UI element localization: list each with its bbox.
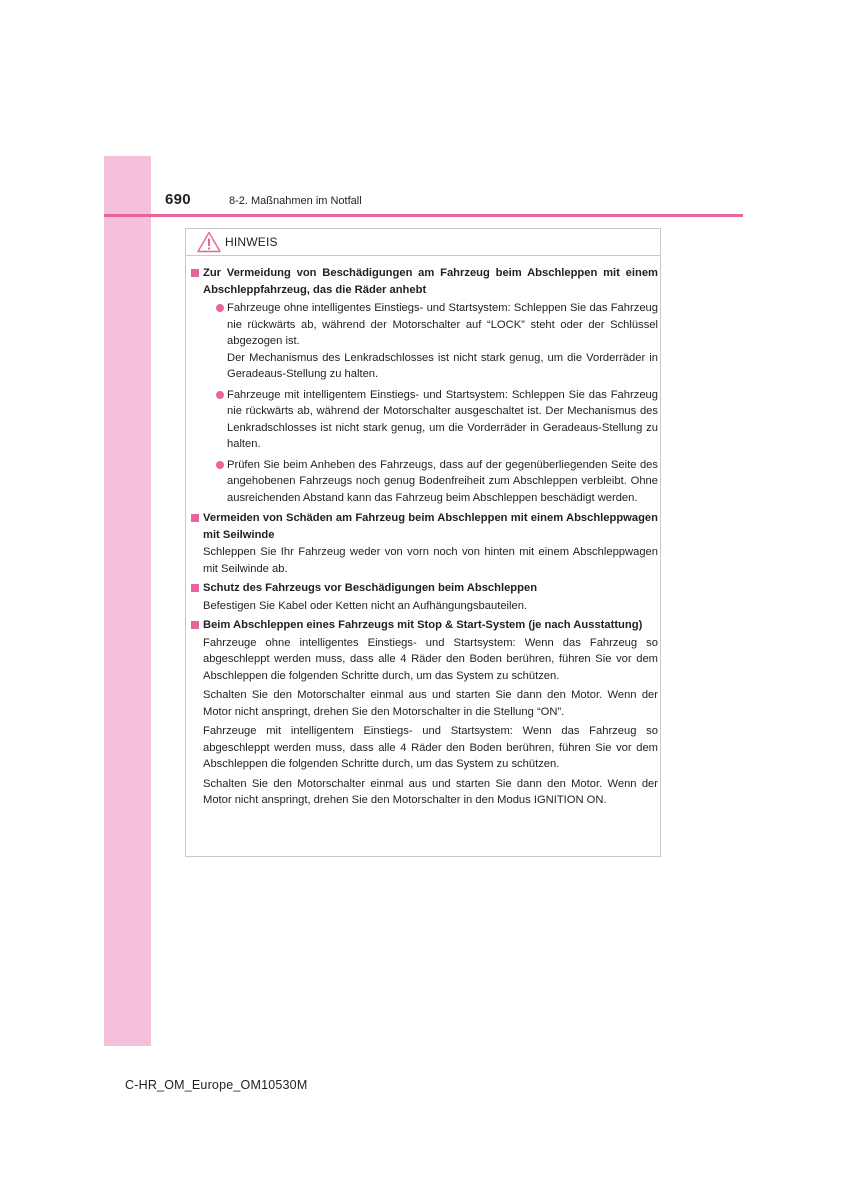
item-paragraph: Schleppen Sie Ihr Fahrzeug weder von vorn noch von hinten mit einem Abschleppwagen mit Seilwinde ab.: [203, 546, 658, 575]
bullet-item: [203, 387, 658, 453]
bullet-item: [203, 457, 658, 507]
item-heading: Beim Abschleppen eines Fahrzeugs mit Stop & Start-System (je nach Ausstattung): [203, 619, 643, 631]
notice-item: [189, 580, 658, 614]
item-paragraph: Befestigen Sie Kabel oder Ketten nicht an Aufhängungsbauteilen.: [203, 599, 528, 612]
chapter-side-strip: [104, 156, 151, 1046]
notice-box: [185, 228, 661, 857]
circle-bullet-icon: [216, 304, 224, 312]
page-number: 690: [165, 191, 191, 208]
notice-content: [189, 265, 658, 812]
circle-bullet-icon: [216, 461, 224, 469]
bullet-item: [203, 300, 658, 383]
warning-triangle-icon: [197, 231, 221, 253]
bullet-paragraph: Fahrzeuge ohne intelligentes Einstiegs- und Startsystem: Schleppen Sie das Fahrzeug nie rückwärts ab, während der Motorschalter auf “LOCK” steht oder der Schlüssel abgezogen ist.: [227, 302, 658, 347]
item-heading: Schutz des Fahrzeugs vor Beschädigungen beim Abschleppen: [203, 582, 538, 594]
item-paragraph: Schalten Sie den Motorschalter einmal aus und starten Sie dann den Motor. Wenn der Motor nicht anspringt, drehen Sie den Motorschalter in den Modus IGNITION ON.: [203, 777, 658, 806]
document-code: C-HR_OM_Europe_OM10530M: [125, 1078, 308, 1092]
notice-item: [189, 510, 658, 577]
notice-item: [189, 617, 658, 809]
bullet-paragraph: Fahrzeuge mit intelligentem Einstiegs- und Startsystem: Schleppen Sie das Fahrzeug nie rückwärts ab, während der Motorschalter ausgeschaltet ist. Der Mechanismus des Lenkradschlosses ist nicht stark genug, um die Vorderräder in Geradeaus-Stellung zu halten.: [227, 388, 658, 450]
item-heading: Zur Vermeidung von Beschädigungen am Fahrzeug beim Abschleppen mit einem Abschleppfahrzeug, das die Räder anhebt: [203, 267, 658, 296]
item-heading: Vermeiden von Schäden am Fahrzeug beim Abschleppen mit einem Abschleppwagen mit Seilwinde: [203, 512, 658, 541]
square-bullet-icon: [191, 269, 199, 277]
header-rule: [104, 214, 743, 217]
notice-header: [186, 229, 660, 256]
bullet-paragraph: Prüfen Sie beim Anheben des Fahrzeugs, dass auf der gegenüberliegenden Seite des angehobenen Fahrzeugs noch genug Bodenfreiheit zum Abschleppen verbleibt. Ohne ausreichenden Abstand kann das Fahrzeug beim Abschleppen beschädigt werden.: [227, 458, 658, 504]
circle-bullet-icon: [216, 391, 224, 399]
bullet-paragraph: Der Mechanismus des Lenkradschlosses ist nicht stark genug, um die Vorderräder in Geradeaus-Stellung zu halten.: [227, 351, 658, 380]
notice-item: [189, 265, 658, 506]
square-bullet-icon: [191, 514, 199, 522]
square-bullet-icon: [191, 584, 199, 592]
item-paragraph: Schalten Sie den Motorschalter einmal aus und starten Sie dann den Motor. Wenn der Motor nicht anspringt, drehen Sie den Motorschalter in die Stellung “ON”.: [203, 689, 658, 718]
item-paragraph: Fahrzeuge mit intelligentem Einstiegs- und Startsystem: Wenn das Fahrzeug so abgeschleppt werden muss, dass alle 4 Räder den Boden berühren, führen Sie vor dem Abschleppen die folgenden Schritte durch, um das System zu schützen.: [203, 725, 658, 770]
square-bullet-icon: [191, 621, 199, 629]
notice-title: HINWEIS: [225, 235, 278, 249]
section-title: 8-2. Maßnahmen im Notfall: [229, 195, 362, 207]
item-paragraph: Fahrzeuge ohne intelligentes Einstiegs- und Startsystem: Wenn das Fahrzeug so abgeschleppt werden muss, dass alle 4 Räder den Boden berühren, führen Sie vor dem Abschleppen die folgenden Schritte durch, um das System zu schützen.: [203, 636, 658, 682]
